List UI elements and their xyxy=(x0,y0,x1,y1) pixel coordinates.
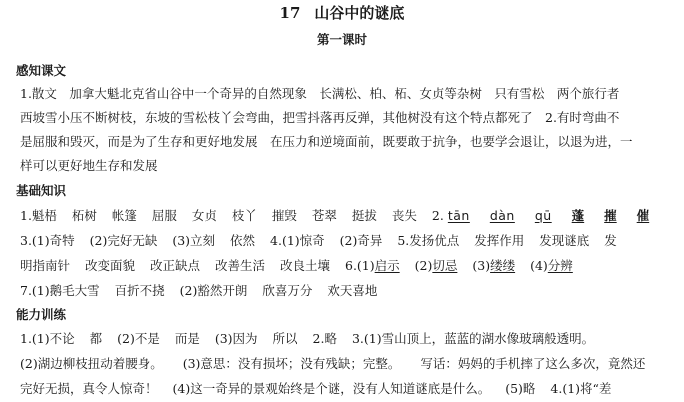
answer-word: (3)因为 xyxy=(214,331,258,346)
section-heading-basic: 基础知识 xyxy=(16,183,67,198)
section-heading-perceive: 感知课文 xyxy=(16,63,67,78)
character-answer: 蓬 xyxy=(571,208,585,223)
answer-word: 4.(1)惊奇 xyxy=(270,233,325,248)
pinyin-answer: qū xyxy=(534,208,552,223)
character-answer: 摧 xyxy=(604,208,617,223)
character-answer: 缕缕 xyxy=(490,258,516,273)
answer-word: 丧失 xyxy=(391,208,417,223)
lesson-title xyxy=(0,2,684,24)
answer-word: (5)略 xyxy=(505,381,536,396)
answer-sentence: 完好无损，真令人惊奇！ xyxy=(20,381,158,396)
answer-word: 发挥作用 xyxy=(474,233,525,248)
answer-word: 都 xyxy=(89,331,103,346)
answer-word: 柘树 xyxy=(71,208,97,223)
basic-line-1 xyxy=(20,206,649,226)
answer-word: 明指南针 xyxy=(20,258,71,273)
answer-word: 1.(1)不论 xyxy=(20,331,75,346)
answer-word: 依然 xyxy=(230,233,256,248)
character-answer: 分辨 xyxy=(547,258,573,273)
ability-line-2 xyxy=(20,354,645,374)
answer-word: 摧毁 xyxy=(271,208,297,223)
answer-word: 3.(1)奇特 xyxy=(20,233,75,248)
answer-word: 改正缺点 xyxy=(150,258,201,273)
character-answer: 启示 xyxy=(374,258,400,273)
answer-word: 欢天喜地 xyxy=(327,283,378,298)
answer-word: 改良土壤 xyxy=(280,258,331,273)
answer-word: 发现谜底 xyxy=(539,233,590,248)
answer-word: 欣喜万分 xyxy=(262,283,313,298)
answer-word: (2)不是 xyxy=(117,331,160,346)
character-answer: 切忌 xyxy=(432,258,458,273)
answer-word: 挺拔 xyxy=(351,208,377,223)
answer-sentence: (2)湖边柳枝扭动着腰身。 xyxy=(20,356,163,371)
perceive-line: 样可以更好地生存和发展 xyxy=(20,158,158,173)
question-number: (4) xyxy=(530,258,548,273)
answer-word: 1.魁梧 xyxy=(20,208,57,223)
answer-word: 苍翠 xyxy=(311,208,337,223)
answer-word: 枝丫 xyxy=(231,208,257,223)
period-heading: 第一课时 xyxy=(316,32,367,47)
answer-sentence: 4.(1)将“差 xyxy=(550,381,612,396)
answer-word: (2)豁然开朗 xyxy=(179,283,248,298)
answer-word: 屈服 xyxy=(151,208,177,223)
perceive-line: 1.散文 加拿大魁北克省山谷中一个奇异的自然现象 长满松、柏、柘、女贞等杂树 只有雪松 两个旅行者 xyxy=(20,86,620,101)
pinyin-answer: dàn xyxy=(489,208,515,223)
basic-line-2 xyxy=(20,231,617,251)
question-number: (3) xyxy=(472,258,491,273)
lesson-name: 山谷中的谜底 xyxy=(314,4,405,22)
answer-word: 女贞 xyxy=(191,208,217,223)
pinyin-answer: tān xyxy=(447,208,470,223)
answer-word: (2)奇异 xyxy=(339,233,383,248)
basic-line-3 xyxy=(20,256,573,276)
lesson-number: 17 xyxy=(279,4,301,22)
perceive-line: 西坡雪小压不断树枝，东坡的雪松枝丫会弯曲，把雪抖落再反弹，其他树没有这个特点都死了 2.有时弯曲不 xyxy=(20,110,620,125)
answer-sentence: 3.(1)雪山顶上，蓝蓝的湖水像玻璃般透明。 xyxy=(351,331,595,346)
character-answer: 催 xyxy=(636,208,650,223)
answer-word: 改善生活 xyxy=(215,258,266,273)
answer-word: 改变面貌 xyxy=(85,258,136,273)
answer-word: 帐篷 xyxy=(111,208,137,223)
answer-word: (3)立刻 xyxy=(172,233,216,248)
answer-word: 7.(1)鹅毛大雪 xyxy=(20,283,100,298)
section-heading-ability: 能力训练 xyxy=(16,307,67,322)
perceive-line: 是屈服和毁灭，而是为了生存和更好地发展 在压力和逆境面前，既要敢于抗争，也要学会退让，以退为进，一 xyxy=(20,134,633,149)
answer-sentence: (4)这一奇异的景观始终是个谜，没有人知道谜底是什么。 xyxy=(172,381,491,396)
answer-word: (2)完好无缺 xyxy=(89,233,158,248)
answer-sentence: 写话：妈妈的手机摔了这么多次，竟然还 xyxy=(420,356,646,371)
answer-word: 2.略 xyxy=(312,331,337,346)
ability-line-1 xyxy=(20,329,594,349)
answer-word: 发 xyxy=(604,233,617,248)
answer-sentence: (3)意思：没有损坏；没有残缺；完整。 xyxy=(182,356,401,371)
question-number: (2) xyxy=(414,258,433,273)
ability-line-3 xyxy=(20,379,611,399)
question-number: 6.(1) xyxy=(345,258,375,273)
answer-word: 百折不挠 xyxy=(114,283,165,298)
answer-word: 5.发扬优点 xyxy=(397,233,460,248)
answer-word: 所以 xyxy=(272,331,298,346)
answer-word: 而是 xyxy=(174,331,200,346)
basic-line-4 xyxy=(20,281,377,301)
question-number: 2. xyxy=(431,208,444,223)
